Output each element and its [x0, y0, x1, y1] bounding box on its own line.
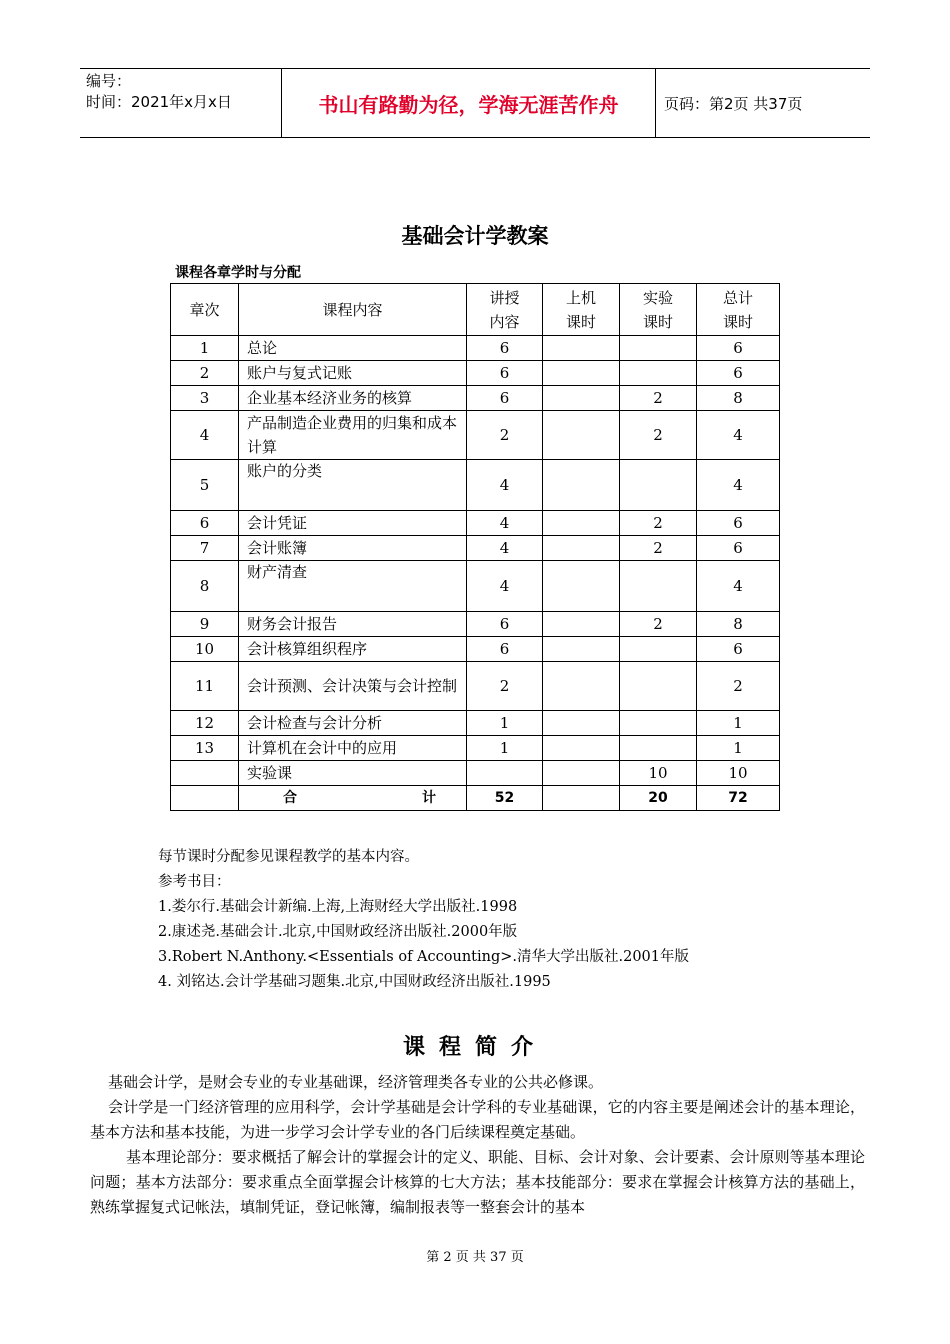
cell-lab [620, 460, 697, 511]
page-footer: 第 2 页 共 37 页 [426, 1250, 524, 1265]
table-row [171, 736, 780, 761]
cell-computer [543, 761, 620, 786]
cell-lab [620, 361, 697, 386]
sum-label-a: 合 [283, 790, 297, 806]
cell-computer [543, 411, 620, 460]
cell-total: 6 [697, 536, 780, 561]
cell-lecture: 6 [467, 361, 543, 386]
table-row [171, 612, 780, 637]
cell-lecture: 2 [467, 662, 543, 711]
cell-chapter: 10 [171, 637, 239, 662]
cell-lab: 2 [620, 511, 697, 536]
intro-text [90, 1070, 865, 1220]
cell-chapter [171, 761, 239, 786]
section-title: 课程简介 [402, 1034, 547, 1060]
cell-computer [543, 662, 620, 711]
cell-lecture: 2 [467, 411, 543, 460]
table-row [171, 411, 780, 460]
cell-total: 10 [697, 761, 780, 786]
cell-chapter: 7 [171, 536, 239, 561]
cell-content: 会计检查与会计分析 [239, 711, 467, 736]
cell-total: 4 [697, 411, 780, 460]
header-lecture: 讲授 内容 [467, 284, 543, 336]
cell-computer [543, 386, 620, 411]
cell-lecture: 6 [467, 612, 543, 637]
cell-chapter [171, 786, 239, 811]
cell-total: 2 [697, 662, 780, 711]
table-row [171, 386, 780, 411]
header-total: 总计 课时 [697, 284, 780, 336]
cell-total: 8 [697, 386, 780, 411]
cell-lecture: 6 [467, 386, 543, 411]
sum-label-cell [239, 786, 467, 811]
cell-content: 产品制造企业费用的归集和成本计算 [239, 411, 467, 460]
cell-lecture: 6 [467, 637, 543, 662]
table-row [171, 637, 780, 662]
table-row [171, 711, 780, 736]
cell-computer [543, 460, 620, 511]
cell-chapter: 8 [171, 561, 239, 612]
cell-lab: 2 [620, 536, 697, 561]
sum-total: 72 [697, 786, 780, 811]
references-heading: 参考书目： [158, 874, 231, 890]
cell-total: 6 [697, 336, 780, 361]
reference-item: 4. 刘铭达.会计学基础习题集.北京,中国财政经济出版社.1995 [158, 974, 551, 990]
table-row [171, 511, 780, 536]
cell-total: 4 [697, 561, 780, 612]
sum-lab: 20 [620, 786, 697, 811]
cell-content: 实验课 [239, 761, 467, 786]
cell-computer [543, 511, 620, 536]
cell-chapter: 13 [171, 736, 239, 761]
table-row [171, 460, 780, 511]
table-row [171, 662, 780, 711]
notes-block [158, 845, 689, 995]
table-row [171, 336, 780, 361]
intro-paragraph: 基础会计学，是财会专业的专业基础课，经济管理类各专业的公共必修课。 [108, 1073, 604, 1091]
sum-computer [543, 786, 620, 811]
cell-lab: 10 [620, 761, 697, 786]
cell-lab [620, 736, 697, 761]
intro-paragraph: 基本理论部分：要求概括了解会计的掌握会计的定义、职能、目标、会计对象、会计要素、会计原则等基本理论问题；基本方法部分：要求重点全面掌握会计核算的七大方法；基本技能部分：要求在掌握会计核算方法的基础上，熟练掌握复式记帐法，填制凭证，登记帐簿，编制报表等一整套会计的基本 [90, 1148, 865, 1216]
cell-chapter: 3 [171, 386, 239, 411]
cell-computer [543, 561, 620, 612]
cell-total: 1 [697, 711, 780, 736]
cell-content: 总论 [239, 336, 467, 361]
cell-chapter: 12 [171, 711, 239, 736]
reference-item: 2.康述尧.基础会计.北京,中国财政经济出版社.2000年版 [158, 924, 518, 940]
cell-content: 企业基本经济业务的核算 [239, 386, 467, 411]
cell-computer [543, 612, 620, 637]
cell-lab: 2 [620, 411, 697, 460]
table-row [171, 761, 780, 786]
cell-chapter: 1 [171, 336, 239, 361]
cell-content: 会计核算组织程序 [239, 637, 467, 662]
document-number-label: 编号： [86, 72, 132, 90]
cell-total: 6 [697, 511, 780, 536]
cell-total: 8 [697, 612, 780, 637]
cell-lab: 2 [620, 386, 697, 411]
table-row [171, 561, 780, 612]
cell-lab [620, 662, 697, 711]
cell-lab [620, 637, 697, 662]
cell-lab [620, 336, 697, 361]
cell-content: 会计凭证 [239, 511, 467, 536]
header-lab: 实验 课时 [620, 284, 697, 336]
cell-content: 会计账簿 [239, 536, 467, 561]
cell-lab [620, 711, 697, 736]
document-title: 基础会计学教案 [401, 224, 549, 248]
header-computer: 上机 课时 [543, 284, 620, 336]
cell-lab: 2 [620, 612, 697, 637]
document-date: 时间：2021年x月x日 [86, 93, 232, 111]
page-header [80, 68, 870, 138]
cell-lecture: 4 [467, 536, 543, 561]
course-hours-table [170, 283, 780, 811]
cell-lecture: 4 [467, 511, 543, 536]
note-line: 每节课时分配参见课程教学的基本内容。 [158, 849, 419, 865]
cell-chapter: 6 [171, 511, 239, 536]
header-page-info: 页码：第2页 共37页 [664, 94, 803, 113]
cell-lecture: 6 [467, 336, 543, 361]
cell-content: 账户与复式记账 [239, 361, 467, 386]
cell-computer [543, 736, 620, 761]
cell-total: 4 [697, 460, 780, 511]
cell-computer [543, 711, 620, 736]
cell-lecture [467, 761, 543, 786]
cell-chapter: 5 [171, 460, 239, 511]
table-sum-row [171, 786, 780, 811]
cell-lecture: 4 [467, 460, 543, 511]
cell-computer [543, 536, 620, 561]
cell-total: 6 [697, 361, 780, 386]
cell-computer [543, 637, 620, 662]
cell-chapter: 2 [171, 361, 239, 386]
header-left [80, 69, 282, 137]
intro-paragraph: 会计学是一门经济管理的应用科学，会计学基础是会计学科的专业基础课，它的内容主要是阐述会计的基本理论，基本方法和基本技能，为进一步学习会计学专业的各门后续课程奠定基础。 [90, 1098, 865, 1141]
cell-computer [543, 361, 620, 386]
cell-lab [620, 561, 697, 612]
table-title: 课程各章学时与分配 [175, 265, 301, 281]
cell-chapter: 9 [171, 612, 239, 637]
cell-total: 1 [697, 736, 780, 761]
reference-item: 3.Robert N.Anthony.<Essentials of Accounting>.清华大学出版社.2001年版 [158, 949, 690, 965]
cell-total: 6 [697, 637, 780, 662]
cell-content: 财务会计报告 [239, 612, 467, 637]
reference-item: 1.娄尔行.基础会计新编.上海,上海财经大学出版社.1998 [158, 899, 518, 915]
sum-label-b: 计 [422, 790, 436, 806]
cell-content: 会计预测、会计决策与会计控制 [239, 662, 467, 711]
cell-content: 账户的分类 [239, 460, 467, 511]
cell-lecture: 4 [467, 561, 543, 612]
cell-content: 财产清查 [239, 561, 467, 612]
table-row [171, 536, 780, 561]
header-chapter: 章次 [171, 284, 239, 336]
header-content: 课程内容 [239, 284, 467, 336]
cell-chapter: 11 [171, 662, 239, 711]
table-row [171, 361, 780, 386]
table-header-row [171, 284, 780, 336]
cell-content: 计算机在会计中的应用 [239, 736, 467, 761]
header-motto: 书山有路勤为径，学海无涯苦作舟 [282, 69, 656, 137]
cell-lecture: 1 [467, 736, 543, 761]
cell-lecture: 1 [467, 711, 543, 736]
sum-lecture: 52 [467, 786, 543, 811]
cell-chapter: 4 [171, 411, 239, 460]
cell-computer [543, 336, 620, 361]
